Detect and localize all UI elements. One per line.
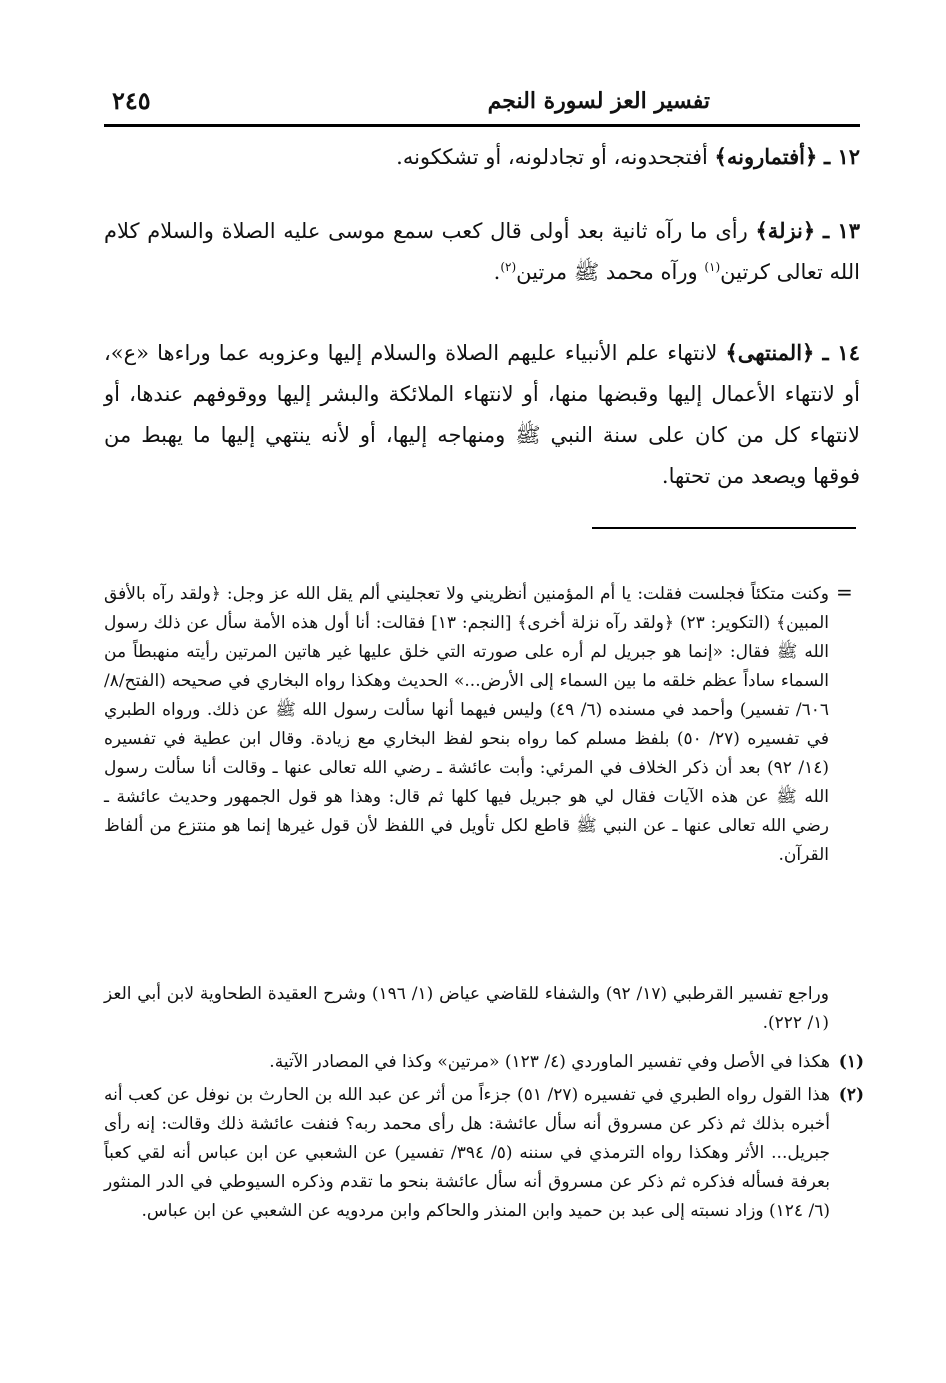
footnote-ref-2[interactable]: (٢) [500, 260, 517, 274]
footnote-marker: (٢) [838, 1085, 864, 1105]
entry-term: ﴿المنتهى﴾ [725, 340, 815, 365]
entry-text-end: . [493, 260, 501, 284]
page-number: ٢٤٥ [112, 86, 151, 115]
entry-number: ١٢ ـ [823, 144, 860, 169]
entry-term: ﴿أفتمارونه﴾ [714, 144, 818, 169]
entry-number: ١٣ ـ [822, 218, 861, 243]
running-title: تفسير العز لسورة النجم [487, 88, 710, 114]
entry-number: ١٤ ـ [822, 340, 860, 365]
entry-text: رأى ما رآه ثانية بعد أولى قال كعب سمع موسى عليه الصلاة والسلام كلام الله تعالى كرتين [104, 219, 860, 284]
entry-12 [104, 136, 860, 178]
footnote-text: هكذا في الأصل وفي تفسير الماوردي (٤/ ١٢٣) «مرتين» وكذا في المصادر الآتية. [269, 1052, 830, 1072]
entry-14 [104, 332, 860, 497]
footnote-1 [104, 1048, 864, 1077]
entry-13 [104, 210, 860, 293]
footnote-continuation-extra [104, 980, 829, 1038]
page-header [104, 82, 860, 127]
footnote-continuation [104, 580, 829, 870]
entry-text: أفتجحدونه، أو تجادلونه، أو تشككونه. [396, 145, 708, 169]
footnote-marker: (١) [838, 1052, 864, 1072]
footnote-ref-1[interactable]: (١) [704, 260, 721, 274]
footnote-continuation-extra-text: وراجع تفسير القرطبي (١٧/ ٩٢) والشفاء للقاضي عياض (١/ ١٩٦) وشرح العقيدة الطحاوية لابن أبي العز (١/ ٢٢٢). [104, 984, 829, 1033]
footnote-continuation-marker: = [836, 580, 853, 604]
footnote-2 [104, 1081, 864, 1226]
entry-text-continued: ورآه محمد ﷺ مرتين [516, 260, 698, 284]
footnote-text: هذا القول رواه الطبري في تفسيره (٢٧/ ٥١) جزءاً من أثر عن عبد الله بن الحارث بن نوفل عن كعب أنه أخبره بذلك ثم ذكر عن مسروق أنه سأل عائشة: هل رأى محمد ربه؟ فنفت عائشة ذلك وقالت: إنه رأى جبريل... الأثر وهكذا رواه الترمذي في سننه (٥/ ٣٩٤/ تفسير) عن الشعبي عن ابن عباس أنه لقي كعباً بعرفة فسأله فذكره ثم ذكر عن مسروق أنه سأل عائشة بنحو ما تقدم وذكره السيوطي في الدر المنثور (٦/ ١٢٤) وزاد نسبته إلى عبد بن حميد وابن المنذر والحاكم وابن مردويه عن الشعبي عن ابن عباس. [104, 1085, 830, 1221]
footnote-continuation-text: وكنت متكئاً فجلست فقلت: يا أم المؤمنين أنظريني ولا تعجليني ألم يقل الله عز وجل: ﴿ولقد رآه بالأفق المبين﴾ (التكوير: ٢٣) ﴿ولقد رآه نزلة أخرى﴾ [النجم: ١٣] فقالت: أنا أول هذه الأمة سأل عن ذلك رسول الله ﷺ فقال: «إنما هو جبريل لم أره على صورته التي خلق عليها غير هاتين المرتين رأيته منهبطاً من السماء ساداً عظم خلقه ما بين السماء إلى الأرض...» الحديث وهكذا رواه البخاري في صحيحه (الفتح/٨/ ٦٠٦/ تفسير) وأحمد في مسنده (٦/ ٤٩) وليس فيهما أنها سألت رسول الله ﷺ عن ذلك. ورواه الطبري في تفسيره (٢٧/ ٥٠) بلفظ مسلم كما رواه بنحو لفظ البخاري مع زيادة. وقال ابن عطية في تفسيره (١٤/ ٩٢) بعد أن ذكر الخلاف في المرئي: وأبت عائشة ـ رضي الله تعالى عنها ـ وقالت أنا سألت رسول الله ﷺ عن هذه الآيات فقال لي هو جبريل فيها كلها ثم قال: وهذا هو قول الجمهور وحديث عائشة ـ رضي الله تعالى عنها ـ عن النبي ﷺ قاطع لكل تأويل في اللفظ لأن قول غيرها إنما هو منتزع من ألفاظ القرآن. [104, 584, 829, 865]
entry-term: ﴿نزلة﴾ [755, 218, 816, 243]
footnote-separator [592, 527, 856, 529]
entry-text: لانتهاء علم الأنبياء عليهم الصلاة والسلام إليها وعزوبه عما وراءها «ع»، أو لانتهاء الأعمال إليها وقبضها منها، أو لانتهاء الملائكة والبشر إليها ووقوفهم عندها، أو لانتهاء كل من كان على سنة النبي ﷺ ومنهاجه إليها، أو لأنه ينتهي إليها ما يهبط من فوقها ويصعد من تحتها. [104, 341, 860, 488]
